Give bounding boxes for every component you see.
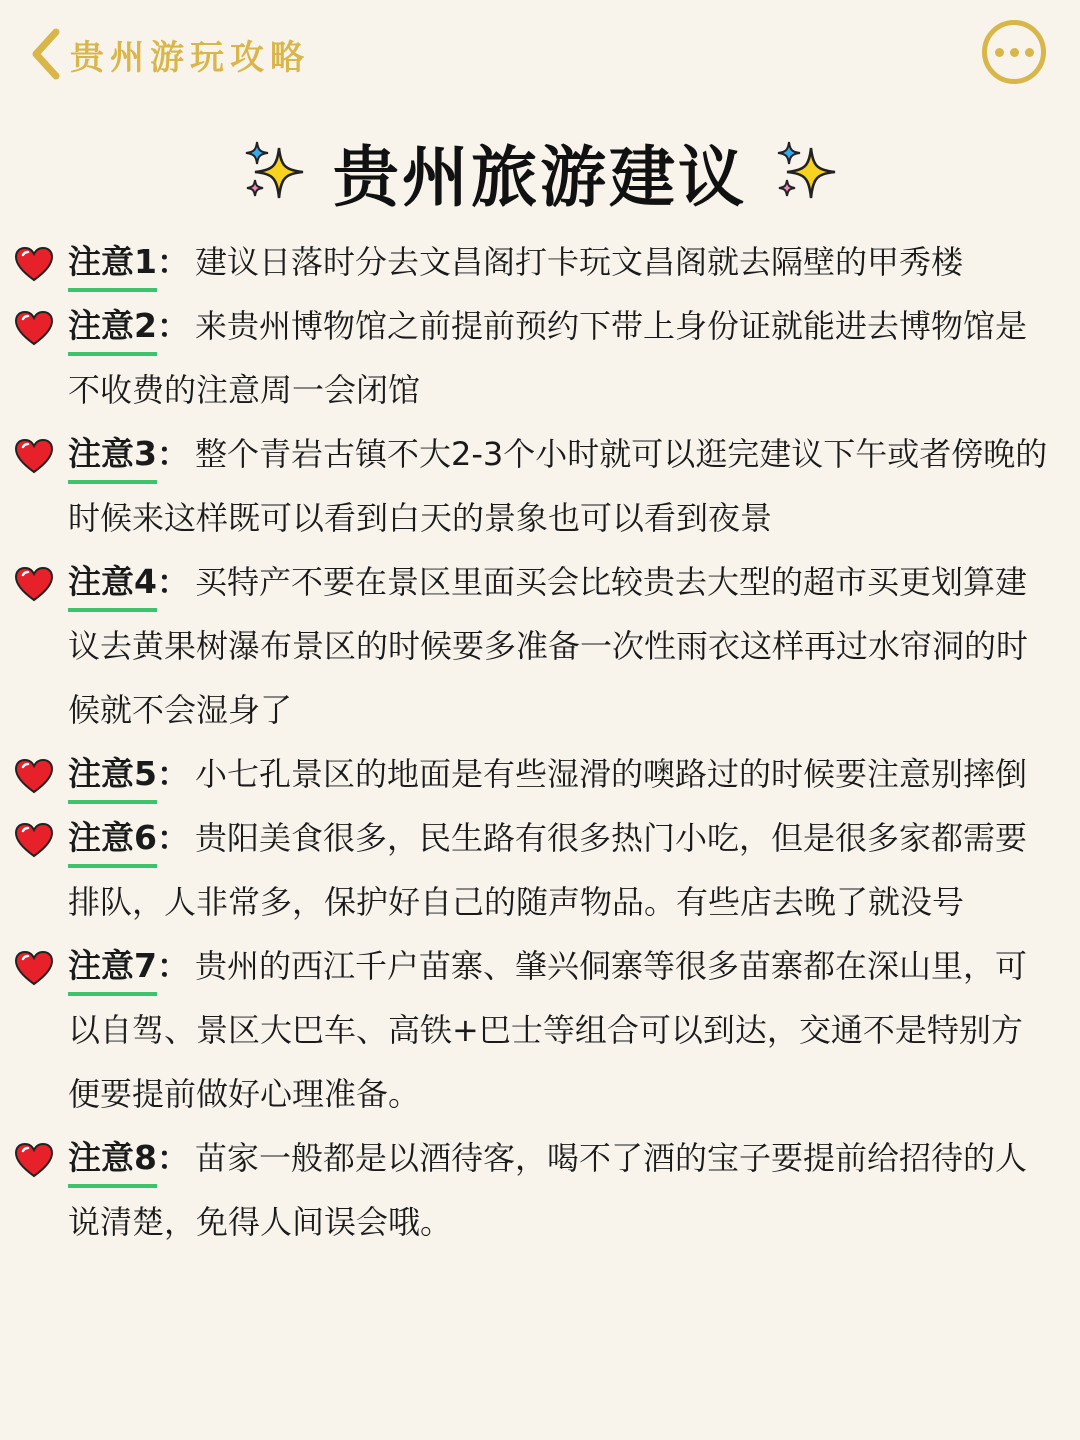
note-body: 整个青岩古镇不大2-3个小时就可以逛完建议下午或者傍晚的时候来这样既可以看到白天的景象也可以看到夜景 [68,435,1048,537]
heart-icon [14,246,54,282]
note-text [68,550,1050,742]
back-button[interactable] [26,24,310,84]
note-label: 注意1 [68,236,157,292]
chevron-left-icon[interactable] [26,26,66,82]
page-title: 贵州游玩攻略 [70,37,310,78]
note-item [0,934,1080,1126]
note-body: 买特产不要在景区里面买会比较贵去大型的超市买更划算建议去黄果树瀑布景区的时候要多准备一次性雨衣这样再过水帘洞的时候就不会湿身了 [68,563,1029,729]
note-item [0,230,1080,294]
note-item [0,294,1080,422]
more-dots-icon[interactable] [995,48,1034,57]
note-item [0,550,1080,742]
heart-icon [14,566,54,602]
note-colon: ： [156,819,189,857]
note-colon: ： [156,563,189,601]
note-colon: ： [156,307,189,345]
headline-title: 贵州旅游建议 [333,138,747,216]
dot [1025,48,1034,57]
note-label: 注意7 [68,940,157,996]
top-bar [0,0,1080,110]
heart-icon [14,438,54,474]
dot [1010,48,1019,57]
note-body: 贵州的西江千户苗寨、肇兴侗寨等很多苗寨都在深山里，可以自驾、景区大巴车、高铁+巴士等组合可以到达，交通不是特别方便要提前做好心理准备。 [68,947,1027,1113]
note-item [0,422,1080,550]
note-body: 来贵州博物馆之前提前预约下带上身份证就能进去博物馆是不收费的注意周一会闭馆 [68,307,1027,409]
note-item [0,742,1080,806]
note-text [68,422,1050,550]
note-label: 注意5 [68,748,157,804]
note-label: 注意6 [68,812,157,868]
note-item [0,1126,1080,1254]
note-colon: ： [156,435,189,473]
sparkles-icon [241,138,307,204]
heart-icon [14,310,54,346]
note-body: 苗家一般都是以酒待客，喝不了酒的宝子要提前给招待的人说清楚，免得人间误会哦。 [68,1139,1027,1241]
note-body: 建议日落时分去文昌阁打卡玩文昌阁就去隔壁的甲秀楼 [194,243,963,281]
note-label: 注意2 [68,300,157,356]
note-colon: ： [156,1139,189,1177]
heart-icon [14,950,54,986]
note-text [68,230,1050,294]
note-colon: ： [156,755,189,793]
note-colon: ： [156,243,189,281]
note-label: 注意3 [68,428,157,484]
note-body: 贵阳美食很多，民生路有很多热门小吃，但是很多家都需要排队，人非常多，保护好自己的随声物品。有些店去晚了就没号 [68,819,1027,921]
note-text [68,1126,1050,1254]
notes-list [0,230,1080,1254]
heart-icon [14,758,54,794]
note-label: 注意8 [68,1132,157,1188]
heart-icon [14,822,54,858]
note-body: 小七孔景区的地面是有些湿滑的噢路过的时候要注意别摔倒 [194,755,1027,793]
note-text [68,294,1050,422]
note-text [68,806,1050,934]
dot [995,48,1004,57]
note-colon: ： [156,947,189,985]
headline [0,126,1080,216]
note-item [0,806,1080,934]
note-text [68,742,1050,806]
sparkles-icon [773,138,839,204]
note-label: 注意4 [68,556,157,612]
note-text [68,934,1050,1126]
more-button[interactable] [982,20,1046,84]
heart-icon [14,1142,54,1178]
